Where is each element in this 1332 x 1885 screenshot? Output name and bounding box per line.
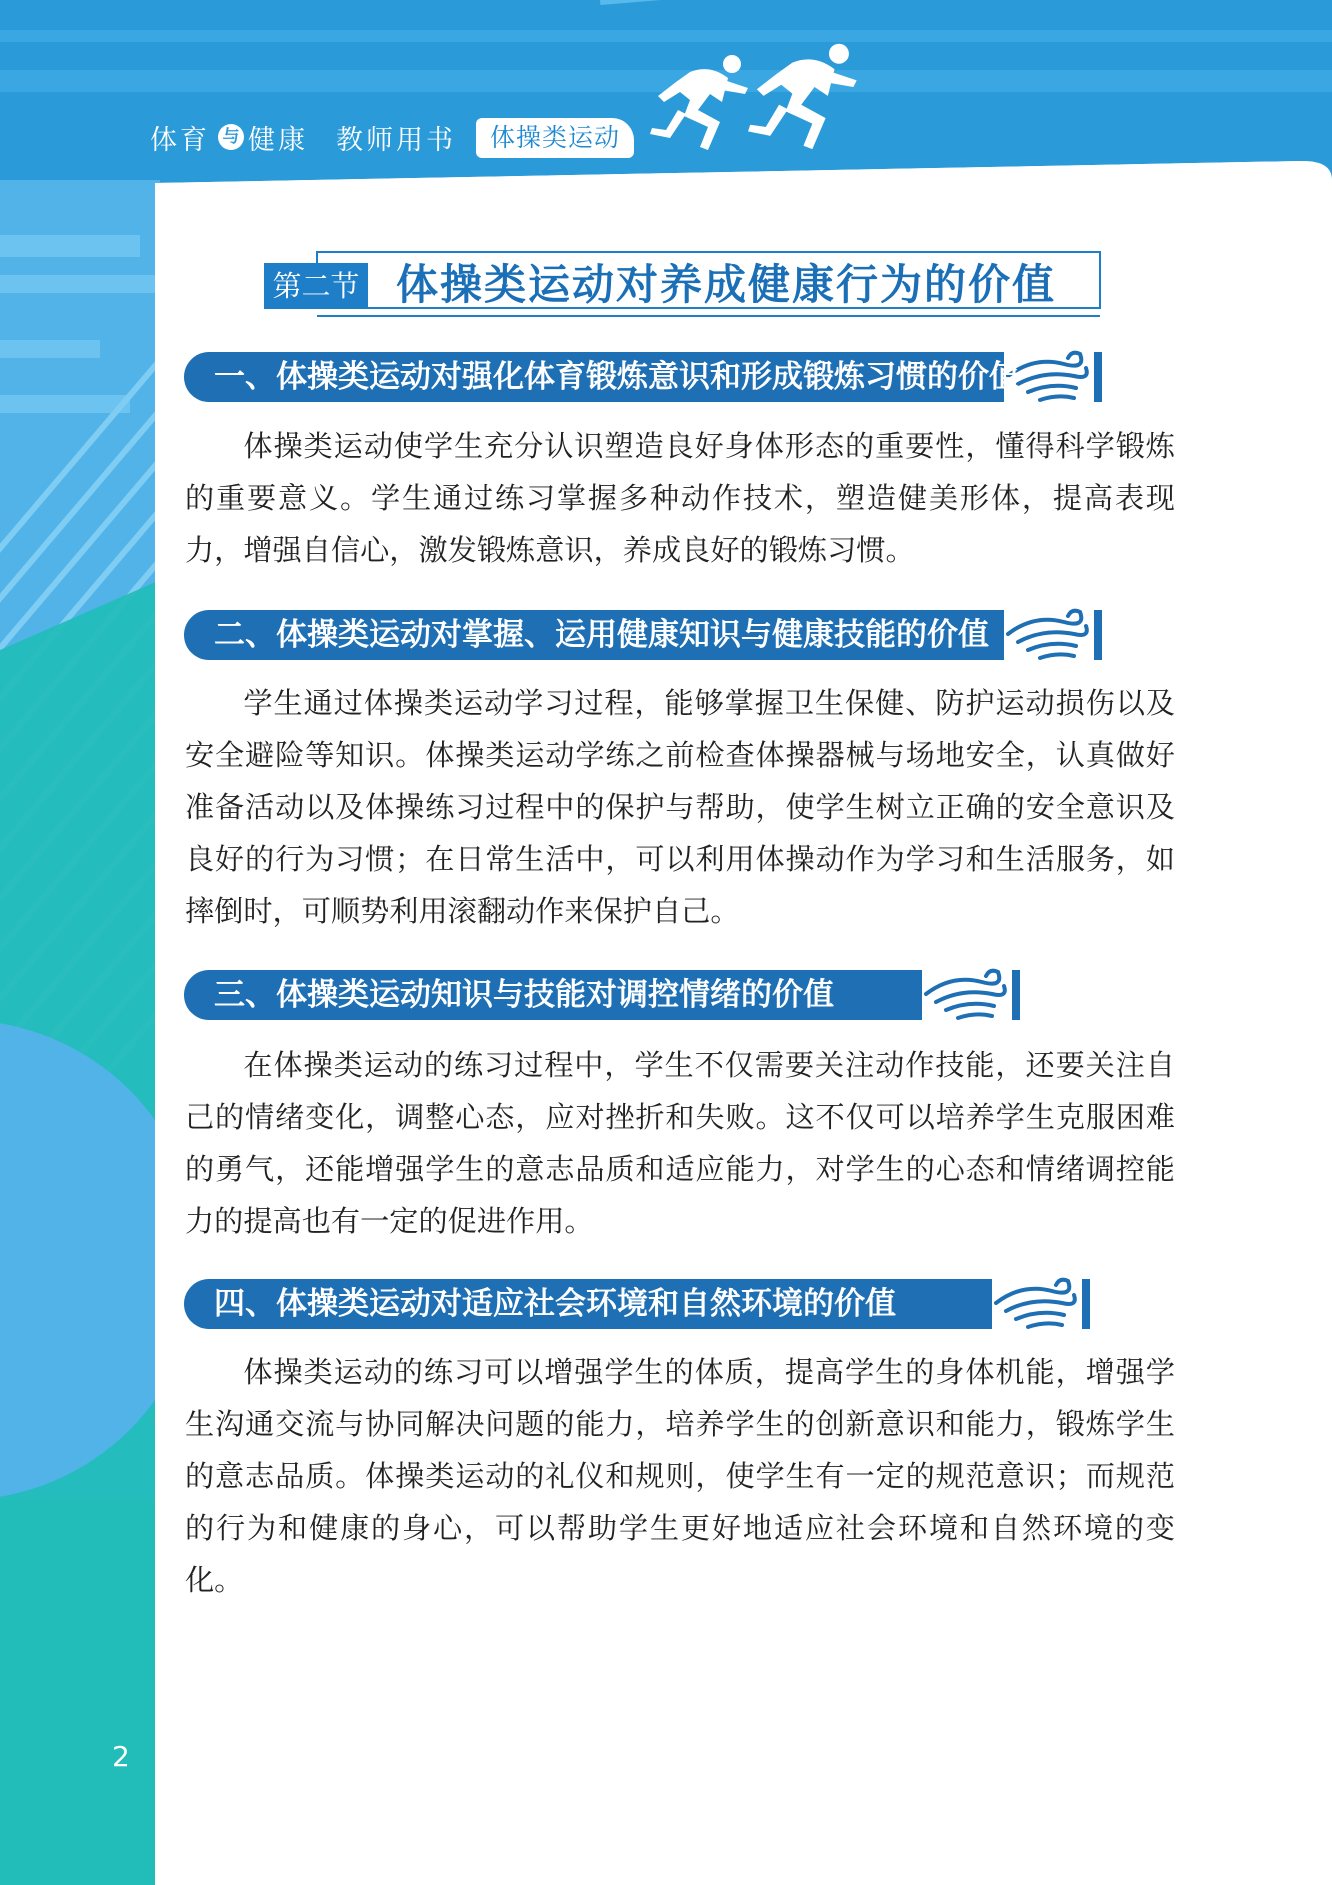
wave-ornament-icon [922, 964, 1012, 1024]
heading-4: 四、体操类运动对适应社会环境和自然环境的价值 [214, 1286, 896, 1322]
heading-bar-2 [184, 610, 1102, 660]
book-subtitle: 教师用书 [336, 125, 456, 156]
wave-ornament-icon [1004, 604, 1094, 664]
runner-icon [748, 40, 870, 154]
section-title: 体操类运动对养成健康行为的价值 [396, 260, 1057, 309]
paragraph-4: 体操类运动的练习可以增强学生的体质，提高学生的身体机能，增强学生沟通交流与协同解决问题的能力，培养学生的创新意识和能力，锻炼学生的意志品质。体操类运动的礼仪和规则，使学生有一定的规范意识；而规范的行为和健康的身心，可以帮助学生更好地适应社会环境和自然环境的变化。 [185, 1355, 1175, 1597]
heading-2: 二、体操类运动对掌握、运用健康知识与健康技能的价值 [214, 617, 989, 653]
heading-bar-1 [184, 352, 1102, 402]
chapter-tab: 体操类运动 [476, 118, 634, 158]
book-title-connector-badge: 与 [218, 124, 244, 150]
heading-bar-4 [184, 1279, 1090, 1329]
wave-ornament-icon [992, 1273, 1082, 1333]
paragraph-1: 体操类运动使学生充分认识塑造良好身体形态的重要性，懂得科学锻炼的重要意义。学生通过练习掌握多种动作技术，塑造健美形体，提高表现力，增强自信心，激发锻炼意识，养成良好的锻炼习惯。 [185, 429, 1175, 567]
runner-icon [650, 52, 760, 154]
page-number: 2 [112, 1740, 130, 1773]
paragraph-2: 学生通过体操类运动学习过程，能够掌握卫生保健、防护运动损伤以及安全避险等知识。体操类运动学练之前检查体操器械与场地安全，认真做好准备活动以及体操练习过程中的保护与帮助，使学生树立正确的安全意识及良好的行为习惯；在日常生活中，可以利用体操动作为学习和生活服务，如摔倒时，可顺势利用滚翻动作来保护自己。 [185, 686, 1175, 928]
section-label: 第二节 [264, 263, 368, 309]
heading-1: 一、体操类运动对强化体育锻炼意识和形成锻炼习惯的价值 [214, 359, 1020, 395]
heading-bar-3 [184, 970, 1020, 1020]
book-title-part2: 健康 [248, 125, 308, 156]
paragraph-3: 在体操类运动的练习过程中，学生不仅需要关注动作技能，还要关注自己的情绪变化，调整心态，应对挫折和失败。这不仅可以培养学生克服困难的勇气，还能增强学生的意志品质和适应能力，对学生的心态和情绪调控能力的提高也有一定的促进作用。 [185, 1048, 1175, 1238]
heading-3: 三、体操类运动知识与技能对调控情绪的价值 [214, 977, 834, 1013]
book-title-part1: 体育 [150, 125, 210, 156]
